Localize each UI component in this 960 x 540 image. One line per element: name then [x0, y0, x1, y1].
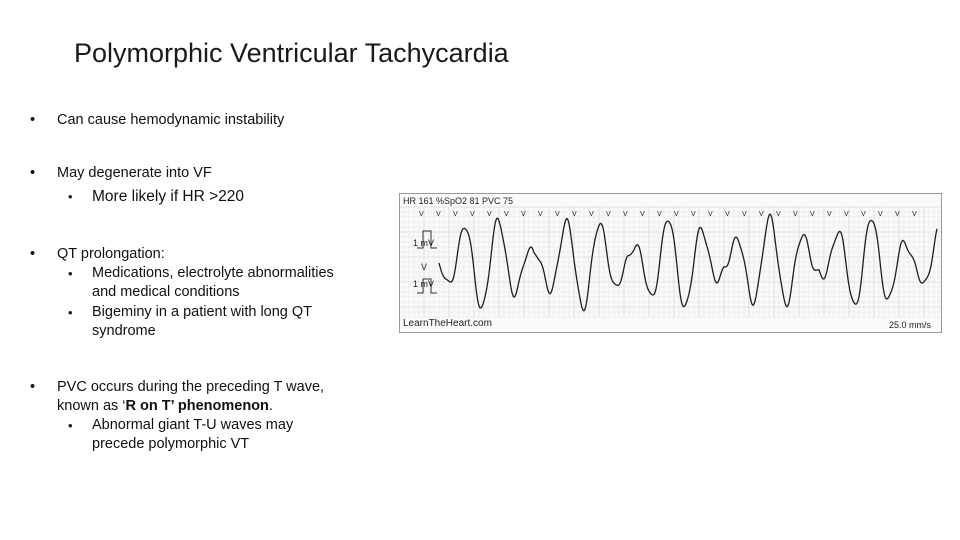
bullet-vf: • May degenerate into VF • More likely if HR >220 — [30, 164, 380, 208]
ecg-header: HR 161 %SpO2 81 PVC 75 — [403, 196, 514, 206]
ecg-beat-marker: V — [691, 211, 696, 218]
ecg-watermark: LearnTheHeart.com — [403, 318, 492, 329]
ecg-beat-marker: V — [657, 211, 662, 218]
ecg-beat-marker: V — [419, 211, 424, 218]
bullet-dot: • — [30, 165, 36, 181]
ecg-beat-marker: V — [606, 211, 611, 218]
ecg-speed: 25.0 mm/s — [889, 320, 932, 330]
ecg-beat-marker: V — [708, 211, 713, 218]
ecg-beat-marker: V — [844, 211, 849, 218]
slide-title: Polymorphic Ventricular Tachycardia — [74, 38, 509, 68]
ecg-beat-marker: V — [776, 211, 781, 218]
ecg-beat-marker: V — [759, 211, 764, 218]
sub-bullet-dot: • — [68, 189, 73, 204]
sub-bullet-dot: • — [68, 266, 73, 281]
bullet-qt: • QT prolongation: • Medications, electrolyte abnormalities and medical conditions • Bigeminy in a patient with long QT syndrome — [30, 245, 380, 341]
ecg-beat-marker: V — [827, 211, 832, 218]
ecg-beat-marker: V — [589, 211, 594, 218]
ecg-beat-marker: V — [912, 211, 917, 218]
ecg-strip — [399, 193, 942, 333]
bullet-dot: • — [30, 379, 36, 395]
sub-bullet-bigeminy: • Bigeminy in a patient with long QT syndrome — [68, 304, 312, 339]
ecg-beat-marker: V — [861, 211, 866, 218]
sub-bullet-hr: • More likely if HR >220 — [74, 186, 380, 208]
ecg-beat-marker: V — [453, 211, 458, 218]
ecg-scale-top: 1 mV — [413, 238, 435, 248]
ecg-beat-marker: V — [470, 211, 475, 218]
ecg-beat-marker: V — [436, 211, 441, 218]
bullet-dot: • — [30, 246, 36, 262]
ecg-beat-marker: V — [742, 211, 747, 218]
bullet-dot: • — [30, 112, 36, 128]
ecg-beat-marker: V — [878, 211, 883, 218]
ecg-beat-marker: V — [504, 211, 509, 218]
ecg-scale-bottom: 1 mV — [413, 279, 435, 289]
bullet-hemodynamic: • Can cause hemodynamic instability — [30, 112, 285, 128]
ecg-beat-marker: V — [810, 211, 815, 218]
ecg-beat-marker: V — [793, 211, 798, 218]
ecg-beat-marker: V — [521, 211, 526, 218]
ecg-beat-marker: V — [640, 211, 645, 218]
sub-bullet-dot: • — [68, 418, 73, 433]
ecg-lead-label: V — [421, 262, 428, 272]
sub-bullet-medications: • Medications, electrolyte abnormalities and medical conditions — [68, 265, 334, 300]
sub-bullet-dot: • — [68, 305, 73, 320]
ecg-beat-marker: V — [725, 211, 730, 218]
bullet-r-on-t: • PVC occurs during the preceding T wave, known as ‘R on T’ phenomenon. • Abnormal giant T-U waves may precede polymorphic VT — [30, 378, 365, 454]
ecg-beat-marker: V — [487, 211, 492, 218]
ecg-beat-marker: V — [895, 211, 900, 218]
ecg-beat-marker: V — [674, 211, 679, 218]
ecg-strip-image — [399, 193, 942, 333]
ecg-beat-marker: V — [555, 211, 560, 218]
r-on-t-emphasis: R on T’ phenomenon — [125, 398, 269, 414]
ecg-beat-marker: V — [538, 211, 543, 218]
ecg-beat-marker: V — [623, 211, 628, 218]
sub-bullet-tu-waves: • Abnormal giant T-U waves may precede polymorphic VT — [68, 417, 294, 452]
ecg-beat-marker: V — [572, 211, 577, 218]
